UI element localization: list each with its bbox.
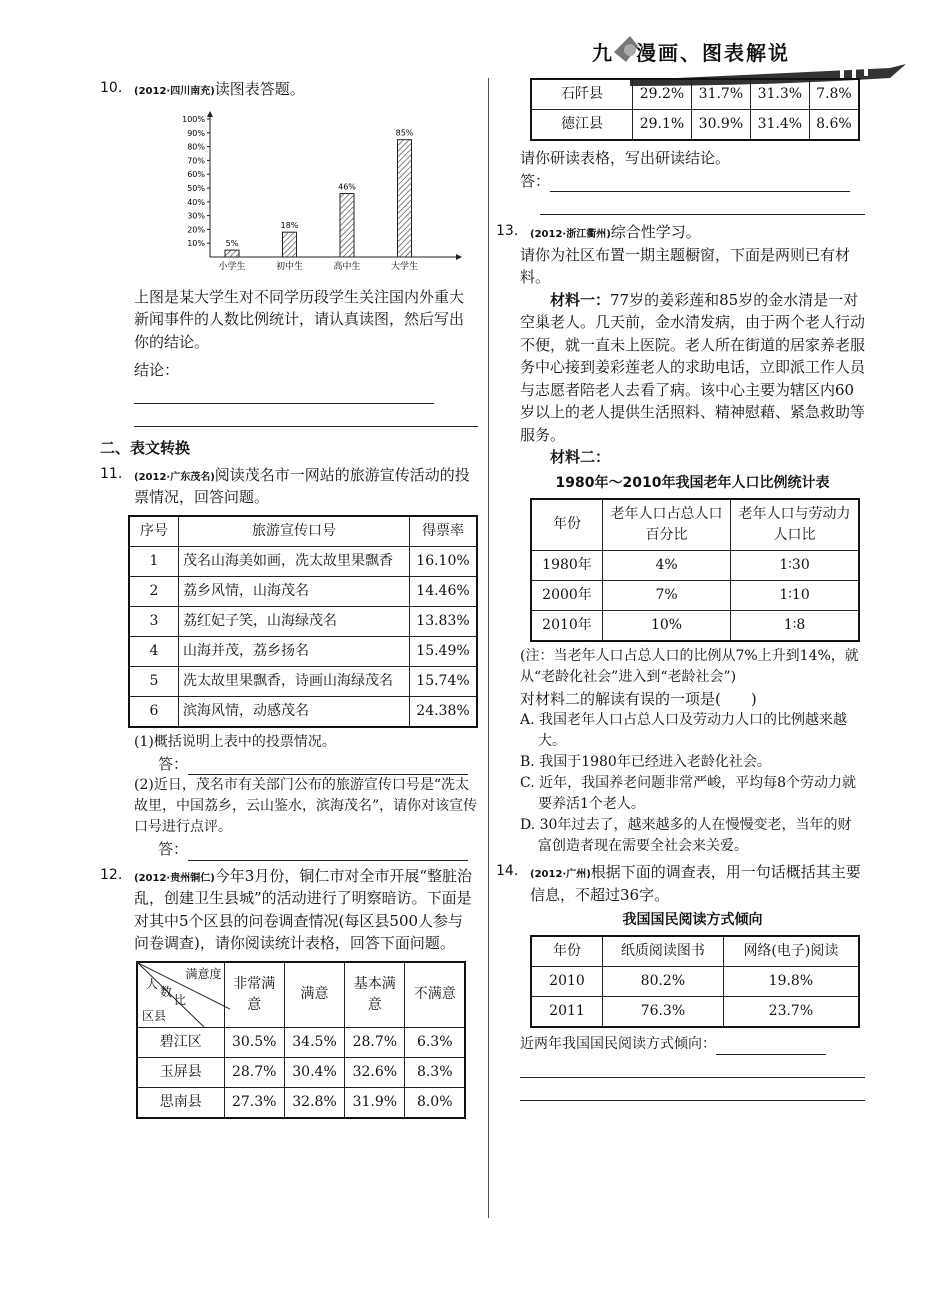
table-row	[129, 576, 477, 606]
table-cell: 30.9%	[691, 110, 750, 141]
corner-label: 比	[174, 992, 187, 1007]
question-intro: 读图表答题。	[214, 80, 305, 98]
answer-line[interactable]	[134, 387, 434, 404]
corner-header	[137, 962, 224, 1028]
table-row	[531, 110, 859, 141]
question-number: 14.	[496, 863, 519, 879]
material-1-label: 材料一：	[550, 290, 611, 309]
table-cell: 31.4%	[750, 110, 809, 141]
answer-line[interactable]	[520, 1055, 865, 1078]
q10-text: 上图是某大学生对不同学历段学生关注国内外重大新闻事件的人数比例统计，请认真读图，然后写出你的结论。	[134, 287, 465, 351]
table-cell: 76.3%	[603, 997, 724, 1028]
table-cell: 2010	[531, 967, 603, 997]
table-cell: 4%	[603, 550, 731, 580]
table-cell: 滨海风情，动感茂名	[179, 696, 410, 727]
table-cell: 碧江区	[137, 1027, 224, 1057]
bar	[283, 232, 297, 257]
satisfaction-table-part2	[530, 78, 860, 141]
table-cell: 8.0%	[405, 1087, 465, 1118]
table-cell: 茂名山海美如画，冼太故里果飘香	[179, 546, 410, 576]
table-cell: 2010年	[531, 610, 603, 641]
table-cell: 15.49%	[410, 636, 478, 666]
category-label: 小学生	[218, 261, 246, 272]
table-cell: 7%	[603, 580, 731, 610]
table-row	[129, 546, 477, 576]
table-cell: 30.4%	[284, 1057, 344, 1087]
corner-label: 数	[160, 984, 173, 999]
table-cell: 5	[129, 666, 179, 696]
y-tick-label: 60%	[187, 169, 205, 179]
table-cell: 思南县	[137, 1087, 224, 1118]
table-header: 纸质阅读图书	[603, 936, 724, 967]
table-cell: 冼太故里果飘香，诗画山海绿茂名	[179, 666, 410, 696]
category-label: 高中生	[333, 261, 361, 272]
question-source: (2012·广州)	[530, 869, 591, 880]
table-cell: 28.7%	[224, 1057, 284, 1087]
answer-line[interactable]	[188, 844, 468, 861]
reading-table	[530, 935, 860, 1028]
table-row	[531, 610, 859, 641]
table-cell: 6	[129, 696, 179, 727]
answer-label: 答：	[158, 754, 189, 773]
table-cell: 2000年	[531, 580, 603, 610]
answer-line[interactable]	[520, 1078, 865, 1101]
table-row	[137, 1087, 465, 1118]
option-b[interactable]: B. 我国于1980年已经进入老龄化社会。	[520, 754, 771, 770]
answer-line[interactable]	[716, 1038, 826, 1055]
page-header	[590, 28, 910, 78]
table-header: 满意	[284, 962, 344, 1028]
question-intro: 今年3月份，铜仁市对全市开展“整脏治乱，创建卫生县城”的活动进行了明察暗访。下面是对其中5个区县的问卷调查情况(每区县500人参与问卷调查)，请你阅读统计表格，回答下面问题。	[134, 866, 472, 952]
table-cell: 30.5%	[224, 1027, 284, 1057]
table-header: 非常满意	[224, 962, 284, 1028]
x-axis-arrow	[456, 254, 462, 260]
table-cell: 32.8%	[284, 1087, 344, 1118]
bar	[398, 139, 412, 256]
table-cell: 7.8%	[809, 79, 859, 110]
table-cell: 山海并茂，荔乡扬名	[179, 636, 410, 666]
question-14	[496, 861, 865, 906]
y-tick-label: 70%	[187, 155, 205, 165]
question-source: (2012·浙江衢州)	[530, 229, 611, 240]
table-cell: 19.8%	[723, 967, 859, 997]
sub-question-1: (1)概括说明上表中的投票情况。	[134, 733, 336, 750]
data-label: 46%	[338, 182, 356, 192]
table-cell: 28.7%	[345, 1027, 405, 1057]
table-cell: 2011	[531, 997, 603, 1028]
section-title: 二、表文转换	[100, 439, 191, 457]
table-cell: 10%	[603, 610, 731, 641]
y-tick-label: 50%	[187, 183, 205, 193]
table-row	[129, 636, 477, 666]
data-label: 18%	[280, 220, 299, 230]
table-cell: 石阡县	[531, 79, 633, 110]
bar-chart	[170, 107, 470, 282]
material-2-label: 材料二：	[550, 448, 611, 466]
table-header: 得票率	[410, 516, 478, 547]
table-cell: 16.10%	[410, 546, 478, 576]
table-cell: 8.6%	[809, 110, 859, 141]
corner-label: 区县	[142, 1008, 167, 1023]
answer-line[interactable]	[540, 192, 865, 215]
y-tick-label: 80%	[187, 142, 205, 152]
table-header: 年份	[531, 936, 603, 967]
y-tick-label: 40%	[187, 197, 205, 207]
q13-intro2: 请你为社区布置一期主题橱窗，下面是两则已有材料。	[520, 245, 851, 286]
answer-label: 答：	[158, 840, 189, 858]
table-cell: 荔红妃子笑，山海绿茂名	[179, 606, 410, 636]
y-tick-label: 20%	[187, 224, 205, 234]
q13-ask: 对材料二的解读有误的一项是( )	[520, 689, 757, 708]
y-tick-label: 30%	[187, 211, 205, 221]
category-label: 大学生	[390, 261, 419, 272]
table-cell: 24.38%	[410, 696, 478, 727]
table-cell: 荔乡风情，山海茂名	[179, 576, 410, 606]
elderly-ratio-table	[530, 498, 860, 642]
table-cell: 玉屏县	[137, 1057, 224, 1087]
question-intro: 综合性学习。	[610, 223, 701, 241]
data-label: 85%	[395, 128, 414, 138]
table-cell: 31.9%	[345, 1087, 405, 1118]
table-row	[137, 1057, 465, 1087]
table-cell: 23.7%	[723, 997, 859, 1028]
option-a[interactable]: A. 我国老年人口占总人口及劳动力人口的比例越来越大。	[520, 712, 848, 749]
y-tick-label: 100%	[182, 114, 205, 124]
table-cell: 德江县	[531, 110, 633, 141]
bar	[225, 250, 239, 257]
table-cell: 1∶10	[731, 580, 859, 610]
table-header: 序号	[129, 516, 179, 547]
table-row	[531, 967, 859, 997]
table-cell: 80.2%	[603, 967, 724, 997]
answer-label: 答：	[520, 171, 551, 190]
question-number: 12.	[100, 866, 123, 883]
table-row	[129, 696, 477, 727]
question-number: 10.	[100, 80, 123, 96]
table-header: 不满意	[405, 962, 465, 1028]
right-column	[496, 78, 866, 1101]
left-column	[100, 78, 478, 1119]
table-header: 老年人口占总人口百分比	[603, 499, 731, 551]
table-cell: 1∶30	[731, 550, 859, 580]
table-row	[129, 666, 477, 696]
data-label: 5%	[225, 238, 239, 248]
answer-line[interactable]	[134, 404, 478, 427]
sub-question-2: (2)近日，茂名市有关部门公布的旅游宣传口号是“冼太故里，中国荔乡，云山鉴水，滨海茂名”，请你对该宣传口号进行点评。	[134, 777, 478, 835]
table-row	[129, 606, 477, 636]
material-1-text: 77岁的姜彩莲和85岁的金水清是一对空巢老人。几天前，金水清发病，由于两个老人行动不便，就一直未上医院。老人所在街道的居家养老服务中心接到姜彩莲老人的求助电话，立即派工作人员与志愿者陪老人去看了病。该中心主要为辖区内60岁以上的老人提供生活照料、精神慰藉、紧急救助等服务。	[520, 290, 866, 444]
table-title: 1980年～2010年我国老年人口比例统计表	[555, 474, 830, 491]
table-row	[531, 997, 859, 1028]
table-cell: 29.1%	[633, 110, 692, 141]
table-cell: 31.7%	[691, 79, 750, 110]
table-cell: 1∶8	[731, 610, 859, 641]
table-title: 我国国民阅读方式倾向	[622, 912, 763, 928]
table-row	[531, 580, 859, 610]
table-cell: 34.5%	[284, 1027, 344, 1057]
table-row	[137, 1027, 465, 1057]
table-cell: 1980年	[531, 550, 603, 580]
table-cell: 1	[129, 546, 179, 576]
table-cell: 27.3%	[224, 1087, 284, 1118]
table-cell: 14.46%	[410, 576, 478, 606]
question-intro: 根据下面的调查表，用一句话概括其主要信息，不超过36字。	[530, 863, 861, 904]
table-header: 基本满意	[345, 962, 405, 1028]
answer-label: 结论：	[134, 361, 180, 379]
table-note: (注：当老年人口占总人口的比例从7%上升到14%，就从“老龄化社会”进入到“老龄社会”)	[520, 647, 859, 685]
table-cell: 6.3%	[405, 1027, 465, 1057]
question-source: (2012·贵州铜仁)	[134, 872, 215, 884]
option-c[interactable]: C. 近年，我国养老问题非常严峻，平均每8个劳动力就要养活1个老人。	[520, 775, 857, 812]
corner-label: 人	[146, 976, 159, 991]
chapter-title: 九 漫画、图表解说	[592, 41, 790, 65]
table-cell: 15.74%	[410, 666, 478, 696]
option-d[interactable]: D. 30年过去了，越来越多的人在慢慢变老，当年的财富创造者现在需要全社会来关爱。	[520, 817, 852, 854]
question-number: 13.	[496, 223, 519, 239]
question-intro: 阅读茂名市一网站的旅游宣传活动的投票情况，回答问题。	[134, 465, 470, 506]
y-tick-label: 90%	[187, 128, 205, 138]
table-header: 老年人口与劳动力人口比	[731, 499, 859, 551]
table-cell: 31.3%	[750, 79, 809, 110]
question-source: (2012·广东茂名)	[134, 471, 215, 483]
table-cell: 29.2%	[633, 79, 692, 110]
table-header: 旅游宣传口号	[179, 516, 410, 547]
question-11	[100, 464, 478, 509]
category-label: 初中生	[275, 261, 304, 272]
table-cell: 2	[129, 576, 179, 606]
answer-line[interactable]	[188, 758, 468, 775]
answer-label: 近两年我国国民阅读方式倾向：	[520, 1036, 716, 1052]
table-cell: 3	[129, 606, 179, 636]
column-divider	[488, 78, 489, 1218]
satisfaction-table-part1	[136, 961, 466, 1119]
bar	[340, 193, 354, 256]
question-13	[496, 221, 865, 244]
table-row	[531, 550, 859, 580]
table-cell: 32.6%	[345, 1057, 405, 1087]
y-tick-label: 10%	[187, 238, 205, 248]
question-source: (2012·四川南充)	[134, 86, 215, 97]
table-header: 年份	[531, 499, 603, 551]
question-number: 11.	[100, 465, 123, 482]
y-axis-arrow	[207, 111, 213, 117]
question-12	[100, 865, 478, 955]
table-cell: 8.3%	[405, 1057, 465, 1087]
q12-ask: 请你研读表格，写出研读结论。	[520, 149, 731, 167]
question-10	[100, 78, 478, 101]
slogan-vote-table	[128, 515, 478, 728]
corner-label: 满意度	[185, 966, 222, 981]
table-cell: 13.83%	[410, 606, 478, 636]
table-header: 网络(电子)阅读	[723, 936, 859, 967]
table-row	[531, 79, 859, 110]
answer-line[interactable]	[550, 175, 850, 192]
table-cell: 4	[129, 636, 179, 666]
